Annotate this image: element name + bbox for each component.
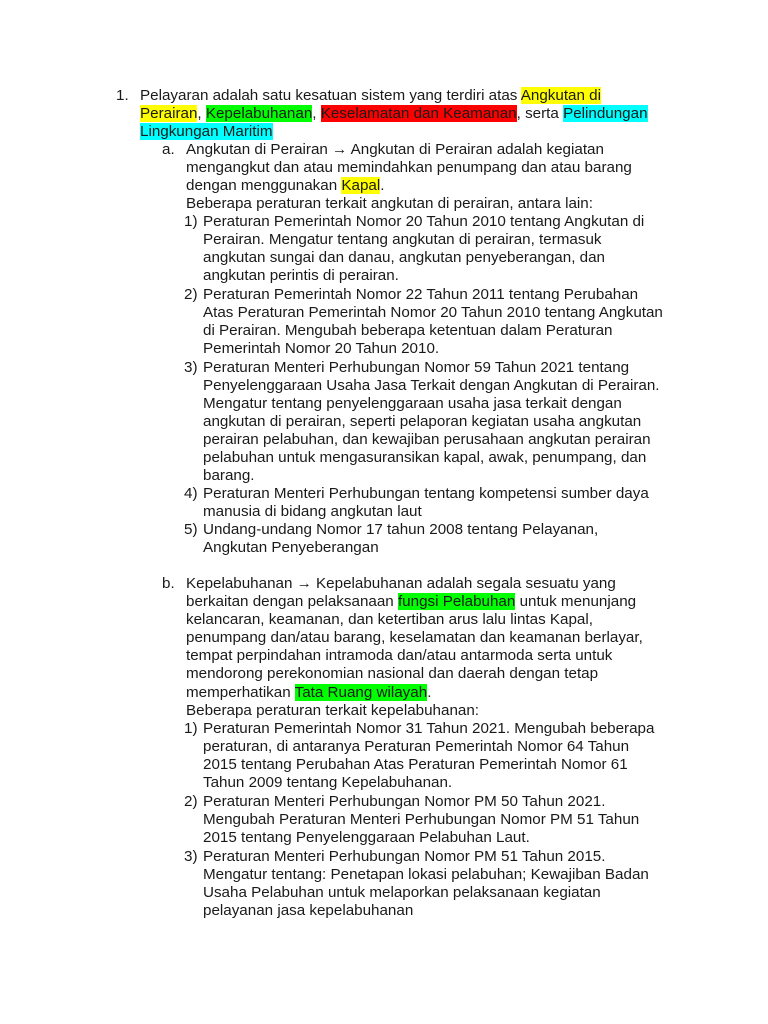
list-item-line: Usaha Pelabuhan untuk melaporkan pelaksanaan kegiatan bbox=[203, 884, 601, 901]
list-item-line: pelayanan jasa kepelabuhanan bbox=[203, 902, 414, 919]
list-number-1: 1. bbox=[116, 87, 129, 104]
section-b-letter: b. bbox=[162, 575, 175, 592]
list-item-line: pelabuhan untuk mengasuransikan kapal, awak, penumpang, dan bbox=[203, 449, 647, 466]
sub-number: 5) bbox=[184, 521, 198, 538]
list-item-line: Peraturan Menteri Perhubungan Nomor 59 Tahun 2021 tentang bbox=[203, 359, 630, 376]
highlight-tata-ruang: Tata Ruang wilayah bbox=[294, 684, 428, 701]
list-item-line: Mengubah Peraturan Menteri Perhubungan Nomor PM 51 Tahun bbox=[203, 811, 640, 828]
section-b-heading-line1: Kepelabuhanan → Kepelabuhanan adalah segala sesuatu yang bbox=[186, 575, 616, 592]
text: . bbox=[380, 177, 385, 194]
highlight-kapal: Kapal bbox=[341, 177, 381, 194]
list-item-line: Peraturan Menteri Perhubungan Nomor PM 50 Tahun 2021. bbox=[203, 793, 606, 810]
section-b-heading-line4: penumpang dan/atau barang, keselamatan dan keamanan berlayar, bbox=[186, 629, 643, 646]
item1-line1 bbox=[140, 87, 601, 105]
section-b-intro: Beberapa peraturan terkait kepelabuhanan: bbox=[186, 702, 479, 719]
text: berkaitan dengan pelaksanaan bbox=[186, 593, 398, 610]
list-item-line: peraturan, di antaranya Peraturan Pemerintah Nomor 64 Tahun bbox=[203, 738, 630, 755]
item1-line2 bbox=[140, 105, 648, 123]
highlight-lingkungan-maritim: Lingkungan Maritim bbox=[140, 123, 273, 140]
list-item-line: angkutan perintis di perairan. bbox=[203, 267, 399, 284]
list-item-line: 2015 tentang Perubahan Atas Peraturan Pemerintah Nomor 61 bbox=[203, 756, 628, 773]
section-b-heading-line3: kelancaran, keamanan, dan ketertiban arus lalu lintas Kapal, bbox=[186, 611, 593, 628]
highlight-keselamatan: Keselamatan dan Keamanan bbox=[320, 105, 517, 122]
highlight-pelindungan: Pelindungan bbox=[563, 105, 648, 122]
list-item-line: manusia di bidang angkutan laut bbox=[203, 503, 422, 520]
list-item-line: 2015 tentang Penyelenggaraan Pelabuhan Laut. bbox=[203, 829, 530, 846]
text: untuk menunjang bbox=[515, 593, 637, 610]
list-item-line: Penyelenggaraan Usaha Jasa Terkait dengan Angkutan di Perairan. bbox=[203, 377, 660, 394]
sub-number: 3) bbox=[184, 848, 198, 865]
sub-number: 2) bbox=[184, 793, 198, 810]
list-item-line: Peraturan Pemerintah Nomor 31 Tahun 2021. Mengubah beberapa bbox=[203, 720, 655, 737]
item1-line3 bbox=[140, 123, 273, 141]
item1-line1-text: Pelayaran adalah satu kesatuan sistem yang terdiri atas bbox=[140, 87, 521, 104]
list-item-line: Peraturan Menteri Perhubungan tentang kompetensi sumber daya bbox=[203, 485, 649, 502]
section-a-letter: a. bbox=[162, 141, 175, 158]
section-a-heading-line3 bbox=[186, 177, 384, 195]
text: . bbox=[427, 684, 432, 701]
section-a-heading-line2: mengangkut dan atau memindahkan penumpang dan atau barang bbox=[186, 159, 632, 176]
list-item-line: Pemerintah Nomor 20 Tahun 2010. bbox=[203, 340, 440, 357]
sub-number: 1) bbox=[184, 213, 198, 230]
list-item-line: barang. bbox=[203, 467, 255, 484]
highlight-kepelabuhanan: Kepelabuhanan bbox=[205, 105, 313, 122]
sub-number: 4) bbox=[184, 485, 198, 502]
section-b-heading-line2 bbox=[186, 593, 636, 611]
list-item-line: Tahun 2009 tentang Kepelabuhanan. bbox=[203, 774, 453, 791]
text: memperhatikan bbox=[186, 684, 295, 701]
text: dengan menggunakan bbox=[186, 177, 342, 194]
list-item-line: Peraturan Pemerintah Nomor 20 Tahun 2010 tentang Angkutan di bbox=[203, 213, 645, 230]
sub-number: 2) bbox=[184, 286, 198, 303]
section-a-intro: Beberapa peraturan terkait angkutan di perairan, antara lain: bbox=[186, 195, 593, 212]
list-item-line: Mengatur tentang: Penetapan lokasi pelabuhan; Kewajiban Badan bbox=[203, 866, 649, 883]
separator: , serta bbox=[516, 105, 564, 122]
list-item-line: Peraturan Menteri Perhubungan Nomor PM 51 Tahun 2015. bbox=[203, 848, 606, 865]
list-item-line: angkutan sungai dan danau, angkutan penyeberangan, dan bbox=[203, 249, 605, 266]
separator: , bbox=[312, 105, 321, 122]
highlight-angkutan: Angkutan di bbox=[520, 87, 601, 104]
sub-number: 1) bbox=[184, 720, 198, 737]
list-item-line: Peraturan Pemerintah Nomor 22 Tahun 2011 tentang Perubahan bbox=[203, 286, 639, 303]
sub-number: 3) bbox=[184, 359, 198, 376]
highlight-perairan: Perairan bbox=[140, 105, 198, 122]
section-b-heading-line6: mendorong perekonomian nasional dan daerah dengan tetap bbox=[186, 665, 599, 682]
separator: , bbox=[197, 105, 206, 122]
list-item-line: Angkutan Penyeberangan bbox=[203, 539, 379, 556]
list-item-line: Atas Peraturan Pemerintah Nomor 20 Tahun 2010 tentang Angkutan bbox=[203, 304, 663, 321]
list-item-line: perairan pelabuhan, dan kewajiban perusahaan angkutan perairan bbox=[203, 431, 651, 448]
list-item-line: Perairan. Mengatur tentang angkutan di perairan, termasuk bbox=[203, 231, 602, 248]
section-b-heading-line5: tempat perpindahan intramoda dan/atau antarmoda serta untuk bbox=[186, 647, 613, 664]
list-item-line: angkutan di perairan, seperti pelaporan kegiatan usaha angkutan bbox=[203, 413, 642, 430]
list-item-line: di Perairan. Mengubah beberapa ketentuan dalam Peraturan bbox=[203, 322, 613, 339]
list-item-line: Mengatur tentang penyelenggaraan usaha jasa terkait dengan bbox=[203, 395, 622, 412]
highlight-fungsi-pelabuhan: fungsi Pelabuhan bbox=[397, 593, 516, 610]
section-b-heading-line7 bbox=[186, 684, 431, 702]
list-item-line: Undang-undang Nomor 17 tahun 2008 tentang Pelayanan, bbox=[203, 521, 599, 538]
section-a-heading-line1: Angkutan di Perairan → Angkutan di Perairan adalah kegiatan bbox=[186, 141, 604, 158]
